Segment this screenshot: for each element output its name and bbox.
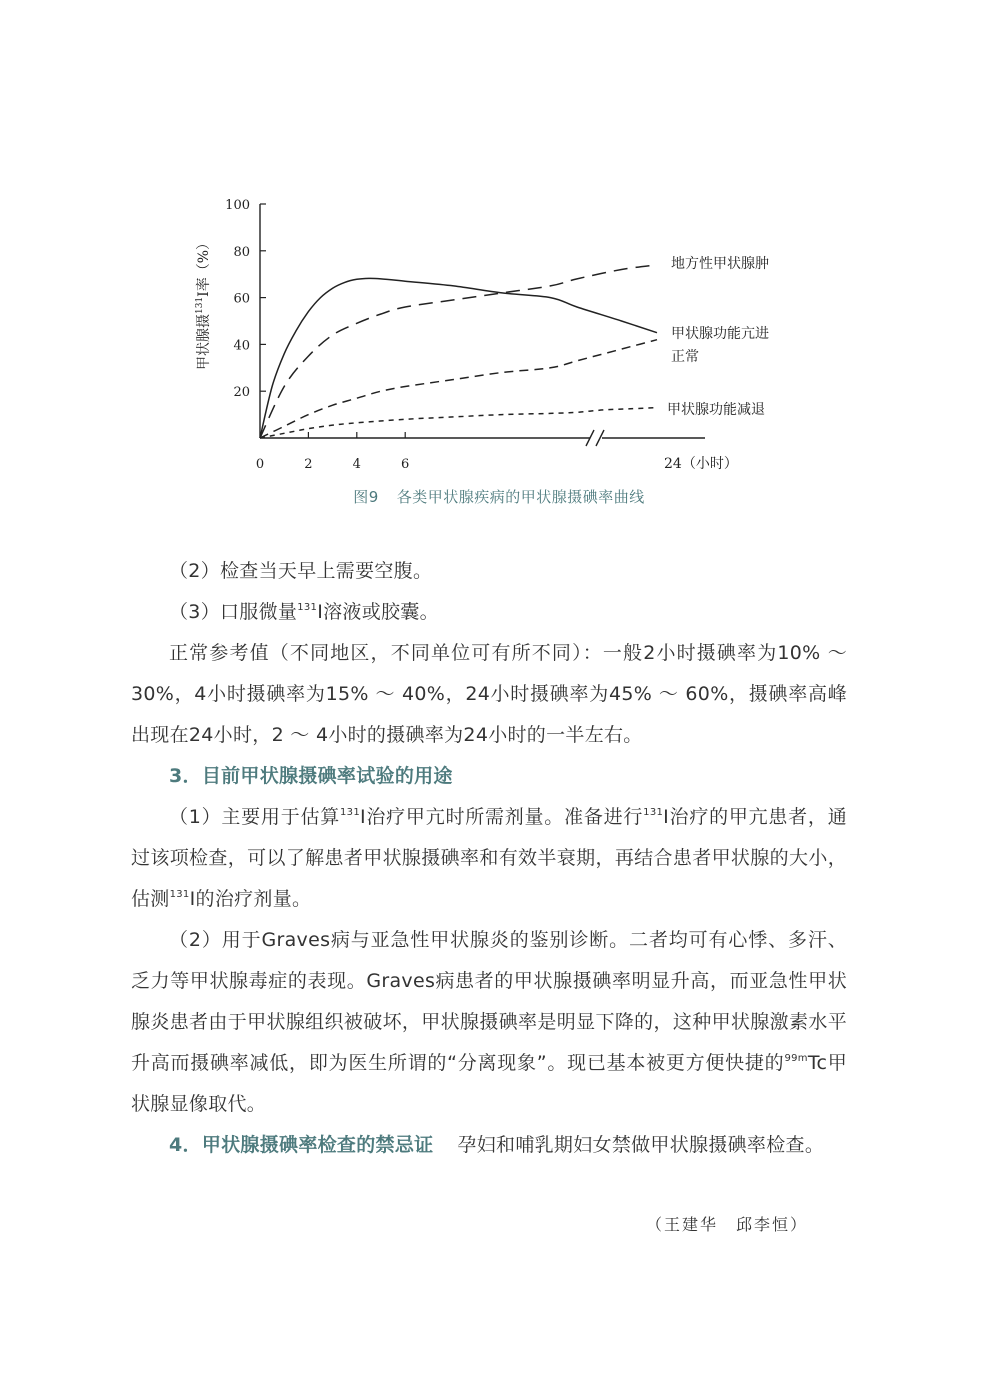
x-tick-label: 2 (304, 457, 313, 472)
series-line-2 (260, 340, 657, 438)
y-tick-label: 40 (233, 338, 250, 354)
figure-caption (0, 486, 998, 507)
uptake-curve-chart (190, 190, 800, 480)
paragraph-contraindications (131, 1125, 847, 1166)
x-tick-label: 6 (401, 457, 410, 472)
superscript: 131 (297, 602, 318, 613)
chart-axes (260, 204, 705, 446)
paragraph-reference-values: 正常参考值（不同地区，不同单位可有所不同）：一般2小时摄碘率为10% ～ 30%，4小时摄碘率为15% ～ 40%，24小时摄碘率为45% ～ 60%，摄碘率高峰出现在24小时，2 ～ 4小时的摄碘率为24小时的一半左右。 (131, 642, 847, 746)
y-tick-label: 60 (233, 291, 250, 307)
paragraph-fasting: （2）检查当天早上需要空腹。 (169, 560, 433, 582)
text-run: I的治疗剂量。 (189, 888, 312, 910)
x-axis-label: 24（小时） (664, 456, 738, 472)
y-tick-label: 100 (225, 198, 250, 213)
series-line-1 (260, 278, 657, 438)
series-label-hypo: 甲状腺功能减退 (667, 402, 765, 418)
text-run: Tc甲状腺显像取代。 (131, 1052, 847, 1115)
body-text (131, 551, 847, 1166)
text-run: 孕妇和哺乳期妇女禁做甲状腺摄碘率检查。 (457, 1134, 825, 1156)
text-run: I治疗的甲亢患者，通过该项检查，可以了解患者甲状腺摄碘率和有效半衰期，再结合患者甲状腺的大小，估测 (131, 806, 847, 910)
chart-series-layer (260, 265, 657, 438)
y-axis-label: 甲状腺摄$^{131}$I率（%） (195, 235, 212, 370)
series-line-3 (260, 408, 657, 438)
series-label-normal: 正常 (671, 349, 699, 365)
paragraph-dose-estimation (131, 797, 847, 920)
superscript: 131 (169, 889, 190, 900)
text-run: （1）主要用于估算 (169, 806, 341, 828)
chart-ticks (225, 198, 409, 472)
section-heading-contraindications: 4．甲状腺摄碘率检查的禁忌证 (169, 1134, 434, 1156)
figure-title: 各类甲状腺疾病的甲状腺摄碘率曲线 (396, 488, 645, 506)
section-heading-uses: 3．目前甲状腺摄碘率试验的用途 (169, 765, 453, 787)
x-tick-label: 4 (352, 457, 361, 472)
text-run: （2）用于Graves病与亚急性甲状腺炎的鉴别诊断。二者均可有心悸、多汗、乏力等甲状腺毒症的表现。Graves病患者的甲状腺摄碘率明显升高，而亚急性甲状腺炎患者由于甲状腺组织被破坏，甲状腺摄碘率是明显下降的，这种甲状腺激素水平升高而摄碘率减低，即为医生所谓的“分离现象”。现已基本被更方便快捷的 (131, 929, 847, 1074)
series-label-goiter: 地方性甲状腺肿 (671, 256, 769, 272)
text-run: （3）口服微量 (169, 601, 298, 623)
x-tick-label: 0 (255, 457, 265, 472)
y-tick-label: 80 (233, 244, 250, 260)
superscript: 131 (643, 807, 664, 818)
superscript: 131 (340, 807, 361, 818)
superscript: 99m (784, 1053, 808, 1064)
y-tick-label: 20 (233, 385, 250, 401)
series-line-0 (260, 265, 657, 438)
text-run: I溶液或胶囊。 (317, 601, 439, 623)
paragraph-oral-dose (131, 592, 847, 633)
figure-number: 图9 (353, 488, 379, 506)
series-label-hyper: 甲状腺功能亢进 (671, 326, 769, 342)
paragraph-differential-diagnosis (131, 920, 847, 1125)
text-run: I治疗甲亢时所需剂量。准备进行 (360, 806, 644, 828)
author-credit: （王建华 邱李恒） (645, 1215, 808, 1234)
chart-svg (190, 190, 800, 480)
